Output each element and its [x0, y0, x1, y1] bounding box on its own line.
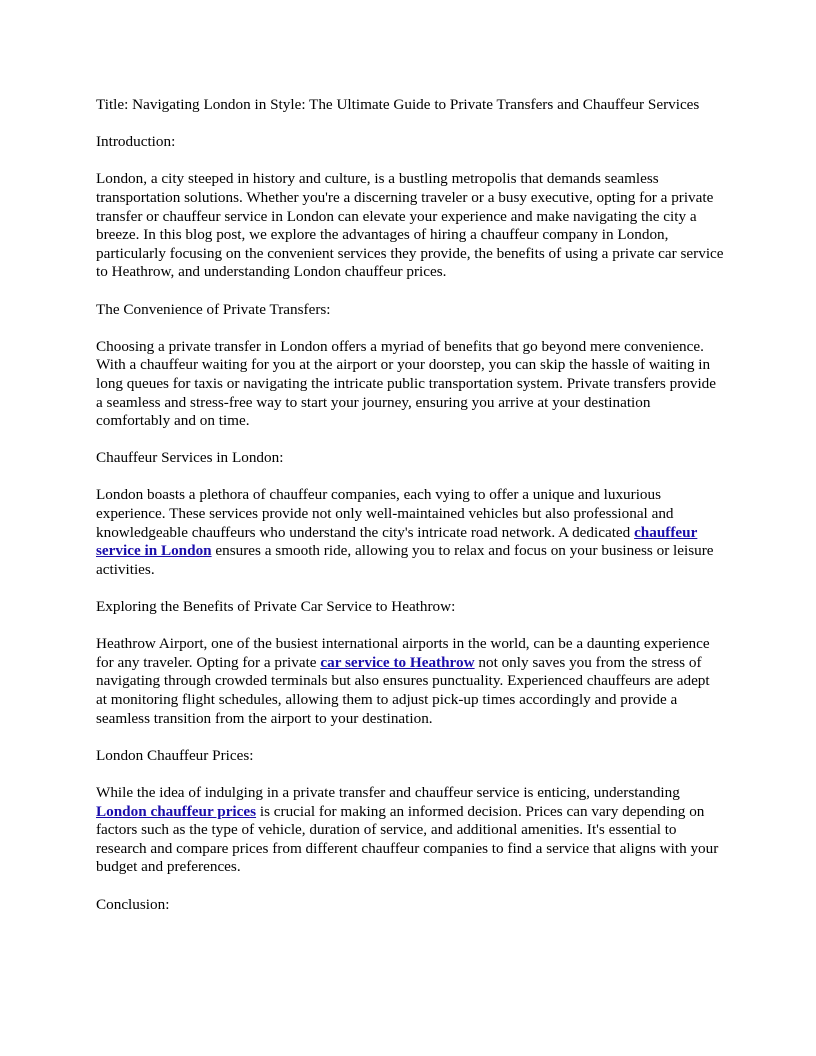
prices-text-after: is crucial for making an informed decision. Prices can vary depending on factors such as the type of vehicle, duration of service, and additional amenities. It's essential to research and compare prices from different chauffeur companies to find a service that aligns with your budget and preferences. — [96, 802, 719, 876]
introduction-heading: Introduction: — [96, 133, 176, 151]
convenience-heading: The Convenience of Private Transfers: — [96, 300, 331, 318]
conclusion-heading: Conclusion: — [96, 895, 170, 913]
heathrow-paragraph — [96, 635, 724, 728]
chauffeur-prices-link[interactable]: London chauffeur prices — [96, 802, 257, 820]
introduction-paragraph: London, a city steeped in history and culture, is a bustling metropolis that demands seamless transportation solutions. Whether you're a discerning traveler or a busy executive, opting for a private transfer or chauffeur service in London can elevate your experience and make navigating the city a breeze. In this blog post, we explore the advantages of hiring a chauffeur company in London, particularly focusing on the convenient services they provide, the benefits of using a private car service to Heathrow, and understanding London chauffeur prices. — [96, 170, 724, 281]
chauffeur-service-link[interactable]: chauffeur service in London — [96, 523, 698, 560]
heathrow-heading: Exploring the Benefits of Private Car Service to Heathrow: — [96, 598, 456, 616]
document-page — [96, 96, 724, 933]
document-title: Title: Navigating London in Style: The Ultimate Guide to Private Transfers and Chauffeur Services — [96, 96, 700, 113]
convenience-paragraph: Choosing a private transfer in London offers a myriad of benefits that go beyond mere convenience. With a chauffeur waiting for you at the airport or your doorstep, you can skip the hassle of waiting in long queues for taxis or navigating the intricate public transportation system. Private transfers provide a seamless and stress-free way to start your journey, ensuring you arrive at your destination comfortably and on time. — [96, 337, 716, 430]
services-paragraph — [96, 486, 724, 579]
heathrow-text-before: Heathrow Airport, one of the busiest international airports in the world, can be a daunting experience for any traveler. Opting for a private — [96, 635, 710, 671]
services-text-after: ensures a smooth ride, allowing you to relax and focus on your business or leisure activities. — [96, 542, 714, 578]
heathrow-text-after: not only saves you from the stress of navigating through crowded terminals but also ensures punctuality. Experienced chauffeurs are adept at monitoring flight schedules, allowing them to adjust pick-up times accordingly and provide a seamless transition from the airport to your destination. — [96, 653, 710, 727]
prices-heading: London Chauffeur Prices: — [96, 746, 254, 764]
services-text-before: London boasts a plethora of chauffeur companies, each vying to offer a unique and luxurious experience. These services provide not only well-maintained vehicles but also professional and knowledgeable chauffeurs who understand the city's intricate road network. A dedicated — [96, 486, 674, 541]
prices-paragraph — [96, 784, 724, 877]
services-heading: Chauffeur Services in London: — [96, 449, 284, 467]
car-service-heathrow-link[interactable]: car service to Heathrow — [320, 653, 475, 671]
prices-text-before: While the idea of indulging in a private transfer and chauffeur service is enticing, understanding — [96, 783, 680, 801]
